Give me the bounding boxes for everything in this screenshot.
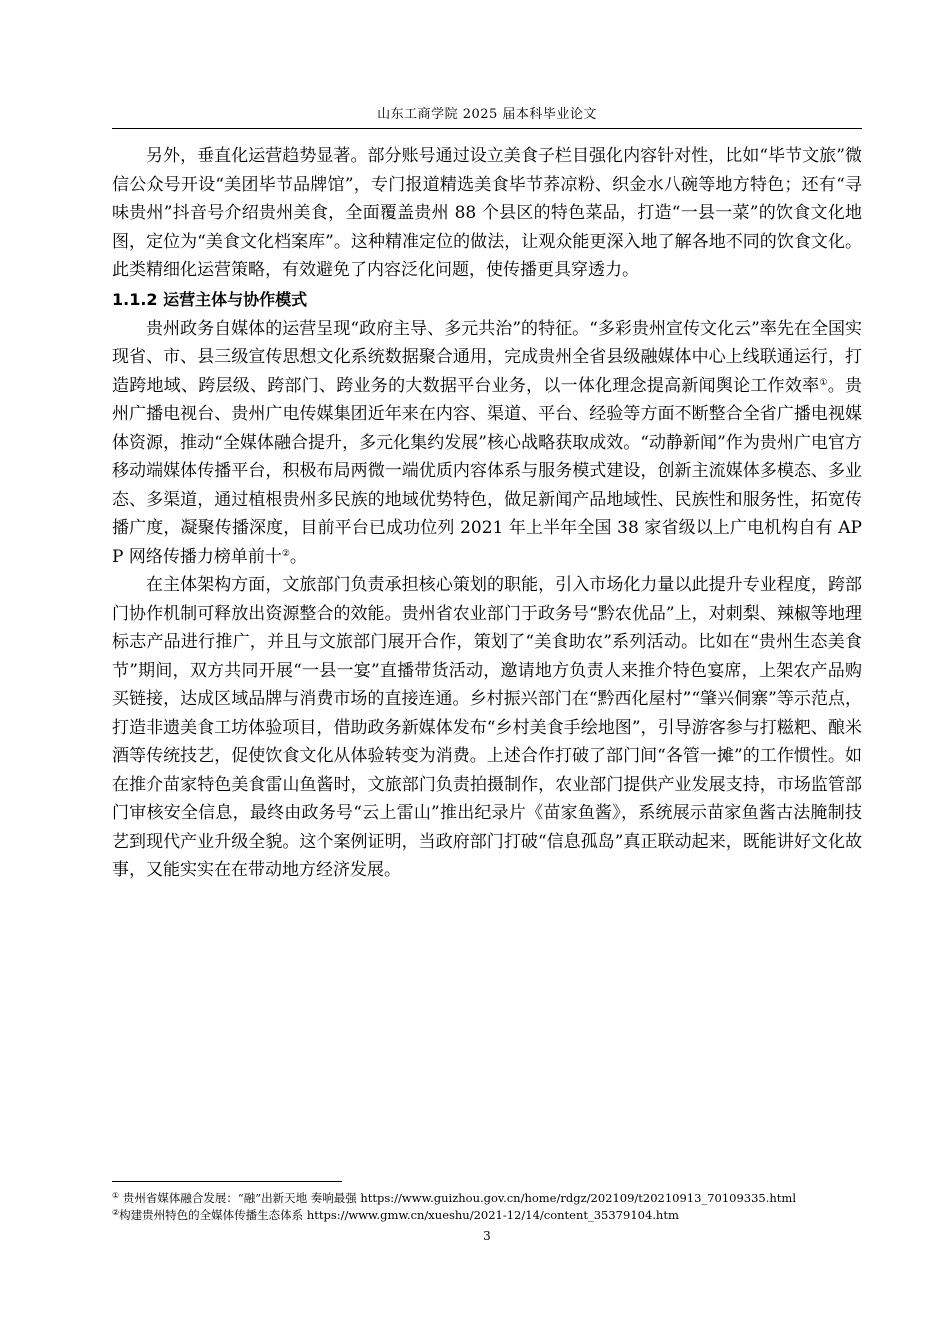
paragraph-text-part-2: 。贵州广播电视台、贵州广电传媒集团近年来在内容、渠道、平台、经验等方面不断整合全省广播电视媒体资源，推动“全媒体融合提升，多元化集约发展”核心战略获取成效。“动静新闻”作为贵州广电官方移动端媒体传播平台，积极布局两微一端优质内容体系与服务模式建设，创新主流媒体多模态、多业态、多渠道，通过植根贵州多民族的地域优势特色，做足新闻产品地域性、民族性和服务性，拓宽传播广度，凝聚传播深度，目前平台已成功位列 2021 年上半年全国 38 家省级以上广电机构自有 APP 网络传播力榜单前十 — [112, 375, 863, 567]
footnote-1-text: 贵州省媒体融合发展：“融”出新天地 奏响最强 https://www.guizhou.gov.cn/home/rdgz/202109/t20210913_70109335.html — [119, 1191, 796, 1205]
main-content — [112, 142, 862, 885]
footnote-ref-2: ② — [281, 548, 290, 559]
footnote-2-text: 构建贵州特色的全媒体传播生态体系 https://www.gmw.cn/xueshu/2021-12/14/content_35379104.htm — [119, 1208, 679, 1222]
footnote-2 — [112, 1207, 872, 1224]
page-number: 3 — [483, 1229, 491, 1243]
running-header: 山东工商学院 2025 届本科毕业论文 — [377, 107, 597, 122]
footnote-1-mark: ① — [112, 1191, 120, 1200]
footnote-ref-1: ① — [819, 377, 828, 388]
paragraph-text-part-1: 贵州政务自媒体的运营呈现“政府主导、多元共治”的特征。“多彩贵州宣传文化云”率先在全国实现省、市、县三级宣传思想文化系统数据聚合通用，完成贵州全省县级融媒体中心上线联通运行，打造跨地域、跨层级、跨部门、跨业务的大数据平台业务，以一体化理念提高新闻舆论工作效率 — [112, 318, 862, 396]
paragraph-text-part-3: 。 — [289, 546, 307, 567]
footnote-rule — [112, 1181, 342, 1182]
paragraph-collaboration-model: 在主体架构方面，文旅部门负责承担核心策划的职能，引入市场化力量以此提升专业程度，跨部门协作机制可释放出资源整合的效能。贵州省农业部门于政务号“黔农优品”上，对刺梨、辣椒等地理标志产品进行推广，并且与文旅部门展开合作，策划了“美食助农”系列活动。比如在“贵州生态美食节”期间，双方共同开展“一县一宴”直播带货活动，邀请地方负责人来推介特色宴席，上架农产品购买链接，达成区域品牌与消费市场的直接连通。乡村振兴部门在“黔西化屋村”“肇兴侗寨”等示范点，打造非遗美食工坊体验项目，借助政务新媒体发布“乡村美食手绘地图”，引导游客参与打糍粑、酿米酒等传统技艺，促使饮食文化从体验转变为消费。上述合作打破了部门间“各管一摊”的工作惯性。如在推介苗家特色美食雷山鱼酱时，文旅部门负责拍摄制作，农业部门提供产业发展支持，市场监管部门审核安全信息，最终由政务号“云上雷山”推出纪录片《苗家鱼酱》，系统展示苗家鱼酱古法腌制技艺到现代产业升级全貌。这个案例证明，当政府部门打破“信息孤岛”真正联动起来，既能讲好文化故事，又能实实在在带动地方经济发展。 — [112, 575, 862, 880]
paragraph-vertical-operation: 另外，垂直化运营趋势显著。部分账号通过设立美食子栏目强化内容针对性，比如“毕节文旅”微信公众号开设“美团毕节品牌馆”，专门报道精选美食毕节荞凉粉、织金水八碗等地方特色；还有“寻味贵州”抖音号介绍贵州美食，全面覆盖贵州 88 个县区的特色菜品，打造“一县一菜”的饮食文化地图，定位为“美食文化档案库”。这种精准定位的做法，让观众能更深入地了解各地不同的饮食文化。此类精细化运营策略，有效避免了内容泛化问题，使传播更具穿透力。 — [112, 146, 862, 280]
footnotes — [112, 1190, 872, 1224]
section-heading: 1.1.2 运营主体与协作模式 — [112, 289, 308, 309]
footnote-1 — [112, 1190, 872, 1207]
footnote-2-mark: ② — [112, 1208, 120, 1217]
paragraph-operation-subject — [112, 315, 862, 572]
header-rule — [112, 128, 862, 129]
